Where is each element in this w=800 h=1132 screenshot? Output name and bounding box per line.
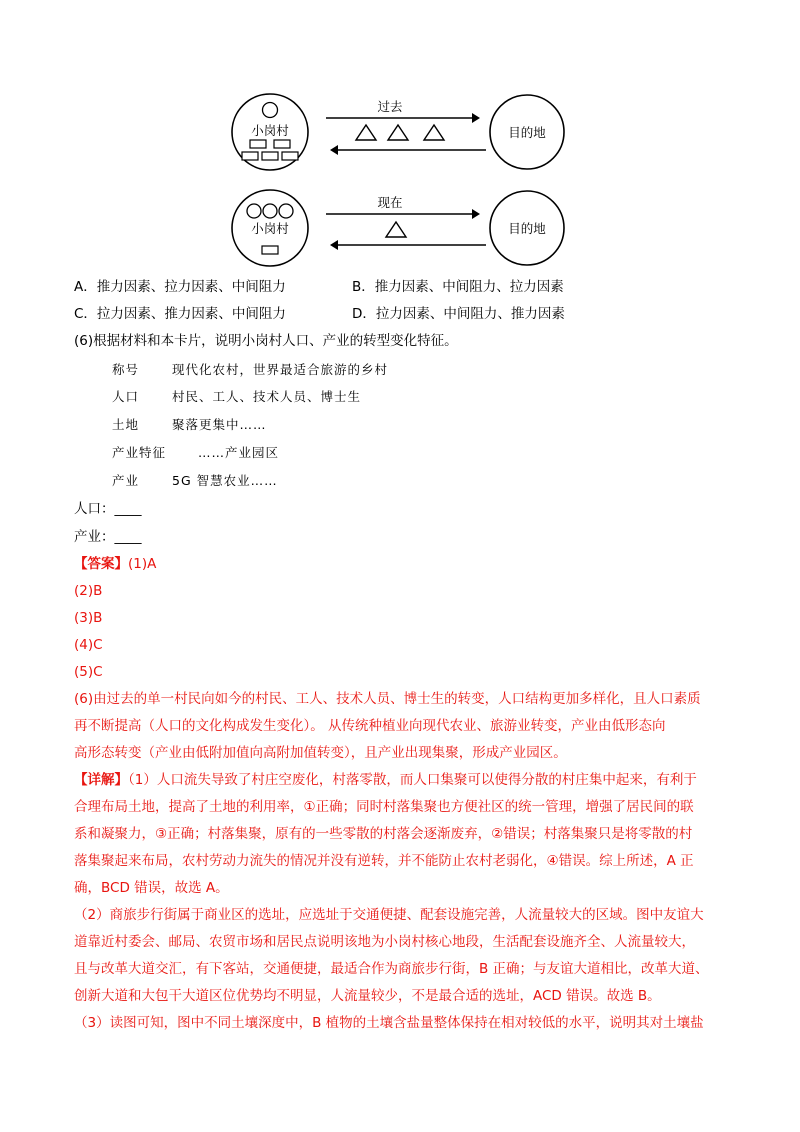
card-key-land: 土地 bbox=[112, 417, 140, 432]
person-icon bbox=[263, 204, 277, 218]
obstacle-triangle-icon bbox=[356, 125, 376, 140]
answer-6-line-3: 高形态转变（产业由低附加值向高附加值转变），且产业出现集聚，形成产业园区。 bbox=[74, 745, 567, 761]
building-icon bbox=[242, 152, 258, 160]
answer-tag: 【答案】 bbox=[74, 556, 128, 572]
card-key-industry: 产业 bbox=[112, 473, 140, 488]
detail-tag: 【详解】 bbox=[74, 772, 128, 788]
detail-p2-l4: 创新大道和大包干大道区位优势均不明显，人流量较少，不是最合适的选址，ACD 错误。故选 B。 bbox=[74, 988, 661, 1004]
arrowhead-right-icon bbox=[472, 209, 480, 219]
detail-line-1 bbox=[74, 770, 697, 790]
arrow-label-past: 过去 bbox=[377, 99, 403, 114]
person-icon bbox=[279, 204, 293, 218]
building-icon bbox=[250, 140, 266, 148]
diagram-top-row bbox=[232, 94, 564, 170]
arrowhead-left-icon bbox=[330, 145, 338, 155]
building-icon bbox=[262, 152, 278, 160]
answer-4: (4)C bbox=[74, 637, 103, 653]
card-value-industry: 5G 智慧农业…… bbox=[172, 473, 278, 488]
card-key-title: 称号 bbox=[112, 362, 140, 377]
obstacle-triangle-icon bbox=[424, 125, 444, 140]
option-c: C．拉力因素、推力因素、中间阻力 bbox=[74, 306, 286, 322]
diagram-bottom-row bbox=[232, 190, 564, 266]
building-icon bbox=[262, 246, 278, 254]
detail-p1-l4: 落集聚起来布局，农村劳动力流失的情况并没有逆转，并不能防止农村老弱化，④错误。综上所述，A 正 bbox=[74, 853, 694, 869]
option-d: D．拉力因素、中间阻力、推力因素 bbox=[352, 306, 565, 322]
answer-5: (5)C bbox=[74, 664, 103, 680]
obstacle-triangle-icon bbox=[386, 222, 406, 237]
option-a: A．推力因素、拉力因素、中间阻力 bbox=[74, 279, 286, 295]
detail-p1-l1: （1）人口流失导致了村庄空废化，村落零散，而人口集聚可以使得分散的村庄集中起来，有利于 bbox=[128, 772, 697, 788]
migration-diagram bbox=[228, 92, 580, 272]
card-value-land: 聚落更集中…… bbox=[172, 417, 267, 432]
answer-6-line-1: (6)由过去的单一村民向如今的村民、工人、技术人员、博士生的转变，人口结构更加多样化，且人口素质 bbox=[74, 691, 701, 707]
detail-p1-l2: 合理布局土地，提高了土地的利用率，①正确；同时村落集聚也方便社区的统一管理，增强了居民间的联 bbox=[74, 799, 694, 815]
answer-3: (3)B bbox=[74, 610, 103, 626]
answer-6-line-2: 再不断提高（人口的文化构成发生变化）。 从传统种植业向现代农业、旅游业转变，产业由低形态向 bbox=[74, 718, 666, 734]
detail-p1-l3: 系和凝聚力，③正确；村落集聚，原有的一些零散的村落会逐渐废弃，②错误；村落集聚只是将零散的村 bbox=[74, 826, 693, 842]
person-icon bbox=[247, 204, 261, 218]
detail-p1-l5: 确，BCD 错误，故选 A。 bbox=[74, 880, 229, 896]
arrowhead-left-icon bbox=[330, 240, 338, 250]
industry-blank: 产业：____ bbox=[74, 529, 142, 545]
question-6: (6)根据材料和本卡片，说明小岗村人口、产业的转型变化特征。 bbox=[74, 333, 458, 349]
building-icon bbox=[282, 152, 298, 160]
arrow-label-now: 现在 bbox=[377, 195, 403, 210]
person-icon bbox=[263, 103, 278, 118]
village-label-now: 小岗村 bbox=[251, 221, 289, 236]
card-key-industry-feature: 产业特征 bbox=[112, 445, 167, 460]
obstacle-triangle-icon bbox=[388, 125, 408, 140]
card-value-industry-feature: ……产业园区 bbox=[198, 445, 280, 460]
destination-label-now: 目的地 bbox=[508, 221, 546, 236]
detail-p2-l3: 且与改革大道交汇，有下客站，交通便捷，最适合作为商旅步行街，B 正确；与友谊大道相比，改革大道、 bbox=[74, 961, 709, 977]
answer-1: (1)A bbox=[128, 556, 157, 572]
building-icon bbox=[274, 140, 290, 148]
option-b: B．推力因素、中间阻力、拉力因素 bbox=[352, 279, 564, 295]
village-label-past: 小岗村 bbox=[251, 123, 289, 138]
answer-line-1 bbox=[74, 554, 156, 574]
arrowhead-right-icon bbox=[472, 113, 480, 123]
population-blank: 人口：____ bbox=[74, 501, 142, 517]
destination-label-past: 目的地 bbox=[508, 125, 546, 140]
card-key-population: 人口 bbox=[112, 389, 140, 404]
card-value-title: 现代化农村，世界最适合旅游的乡村 bbox=[172, 362, 389, 377]
answer-2: (2)B bbox=[74, 583, 103, 599]
detail-p2-l1: （2）商旅步行街属于商业区的选址，应选址于交通便捷、配套设施完善，人流量较大的区域。图中友谊大 bbox=[74, 907, 704, 923]
detail-p3-l1: （3）读图可知，图中不同土壤深度中，B 植物的土壤含盐量整体保持在相对较低的水平，说明其对土壤盐 bbox=[74, 1015, 704, 1031]
card-value-population: 村民、工人、技术人员、博士生 bbox=[172, 389, 362, 404]
detail-p2-l2: 道靠近村委会、邮局、农贸市场和居民点说明该地为小岗村核心地段，生活配套设施齐全、人流量较大， bbox=[74, 934, 695, 950]
